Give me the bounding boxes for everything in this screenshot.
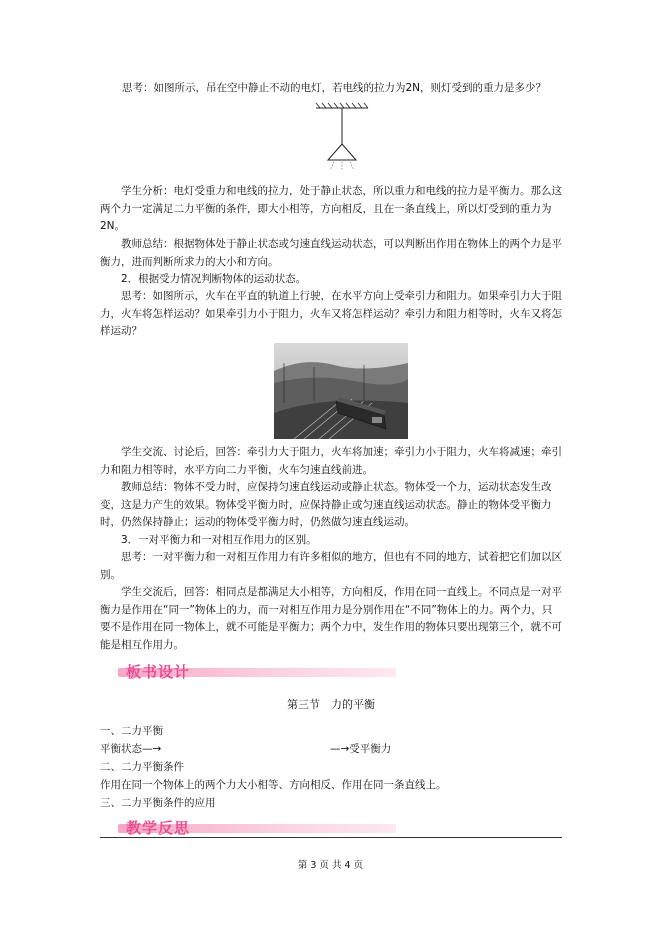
banner-title: 教学反思 — [126, 819, 191, 837]
question-difference: 思考：一对平衡力和一对相互作用力有许多相似的地方，但也有不同的地方，试着把它们加以区别。 — [100, 551, 562, 581]
footer-divider — [100, 837, 562, 838]
board-item-2-text: 作用在同一个物体上的两个力大小相等、方向相反、作用在同一条直线上。 — [100, 779, 447, 791]
page-number: 第 3 页 共 4 页 — [297, 860, 364, 871]
question-lamp: 思考：如图所示，吊在空中静止不动的电灯，若电线的拉力为2N，则灯受到的重力是多少？ — [122, 82, 547, 94]
board-item-3: 三、二力平衡条件的应用 — [100, 797, 216, 809]
paragraph-student-analysis: 学生分析：电灯受重力和电线的拉力，处于静止状态，所以重力和电线的拉力是平衡力。那么这两个力一定满足二力平衡的条件，即大小相等，方向相反，且在一条直线上，所以灯受到的重力为2N。 — [100, 185, 562, 232]
banner-title: 板书设计 — [126, 663, 191, 681]
board-state-left: 平衡状态—→ — [100, 743, 162, 755]
board-item-1: 一、二力平衡 — [100, 725, 163, 737]
board-state-right: —→受平衡力 — [330, 743, 392, 755]
board-item-2: 二、二力平衡条件 — [100, 761, 184, 773]
question-train: 思考：如图所示，火车在平直的轨道上行驶，在水平方向上受牵引力和阻力。如果牵引力大于阻力，火车将怎样运动？如果牵引力小于阻力，火车又将怎样运动？牵引力和阻力相等时，火车又将怎样运动？ — [100, 290, 562, 337]
heading-point-3: 3．一对平衡力和一对相互作用力的区别。 — [121, 534, 317, 546]
paragraph-student-comparison: 学生交流后，回答：相同点是都满足大小相等，方向相反，作用在同一直线上。不同点是一对平衡力是作用在“同一”物体上的力，而一对相互作用力是分别作用在“不同”物体上的力。两个力，只要不是作用在同一物体上，就不可能是平衡力；两个力中，发生作用的物体只要出现第三个，就不可能是相互作用力。 — [100, 586, 562, 651]
paragraph-student-answer: 学生交流、讨论后，回答：牵引力大于阻力，火车将加速；牵引力小于阻力，火车将减速；牵引力和阻力相等时，水平方向二力平衡，火车匀速直线前进。 — [100, 446, 562, 476]
train-photo — [274, 343, 408, 439]
hanging-lamp-figure — [312, 100, 372, 172]
board-design-banner — [100, 659, 396, 685]
heading-point-2: 2．根据受力情况判断物体的运动状态。 — [121, 273, 307, 285]
section-title: 第三节 力的平衡 — [287, 698, 375, 711]
paragraph-teacher-summary-2: 教师总结：物体不受力时，应保持匀速直线运动或静止状态。物体受一个力，运动状态发生改变，这是力产生的效果。物体受平衡力时，应保持静止或匀速直线运动状态。静止的物体受平衡力时，仍然保持静止；运动的物体受平衡力时，仍然做匀速直线运动。 — [100, 481, 552, 528]
paragraph-teacher-summary-1: 教师总结：根据物体处于静止状态或匀速直线运动状态，可以判断出作用在物体上的两个力是平衡力，进而判断所求力的大小和方向。 — [100, 238, 562, 268]
